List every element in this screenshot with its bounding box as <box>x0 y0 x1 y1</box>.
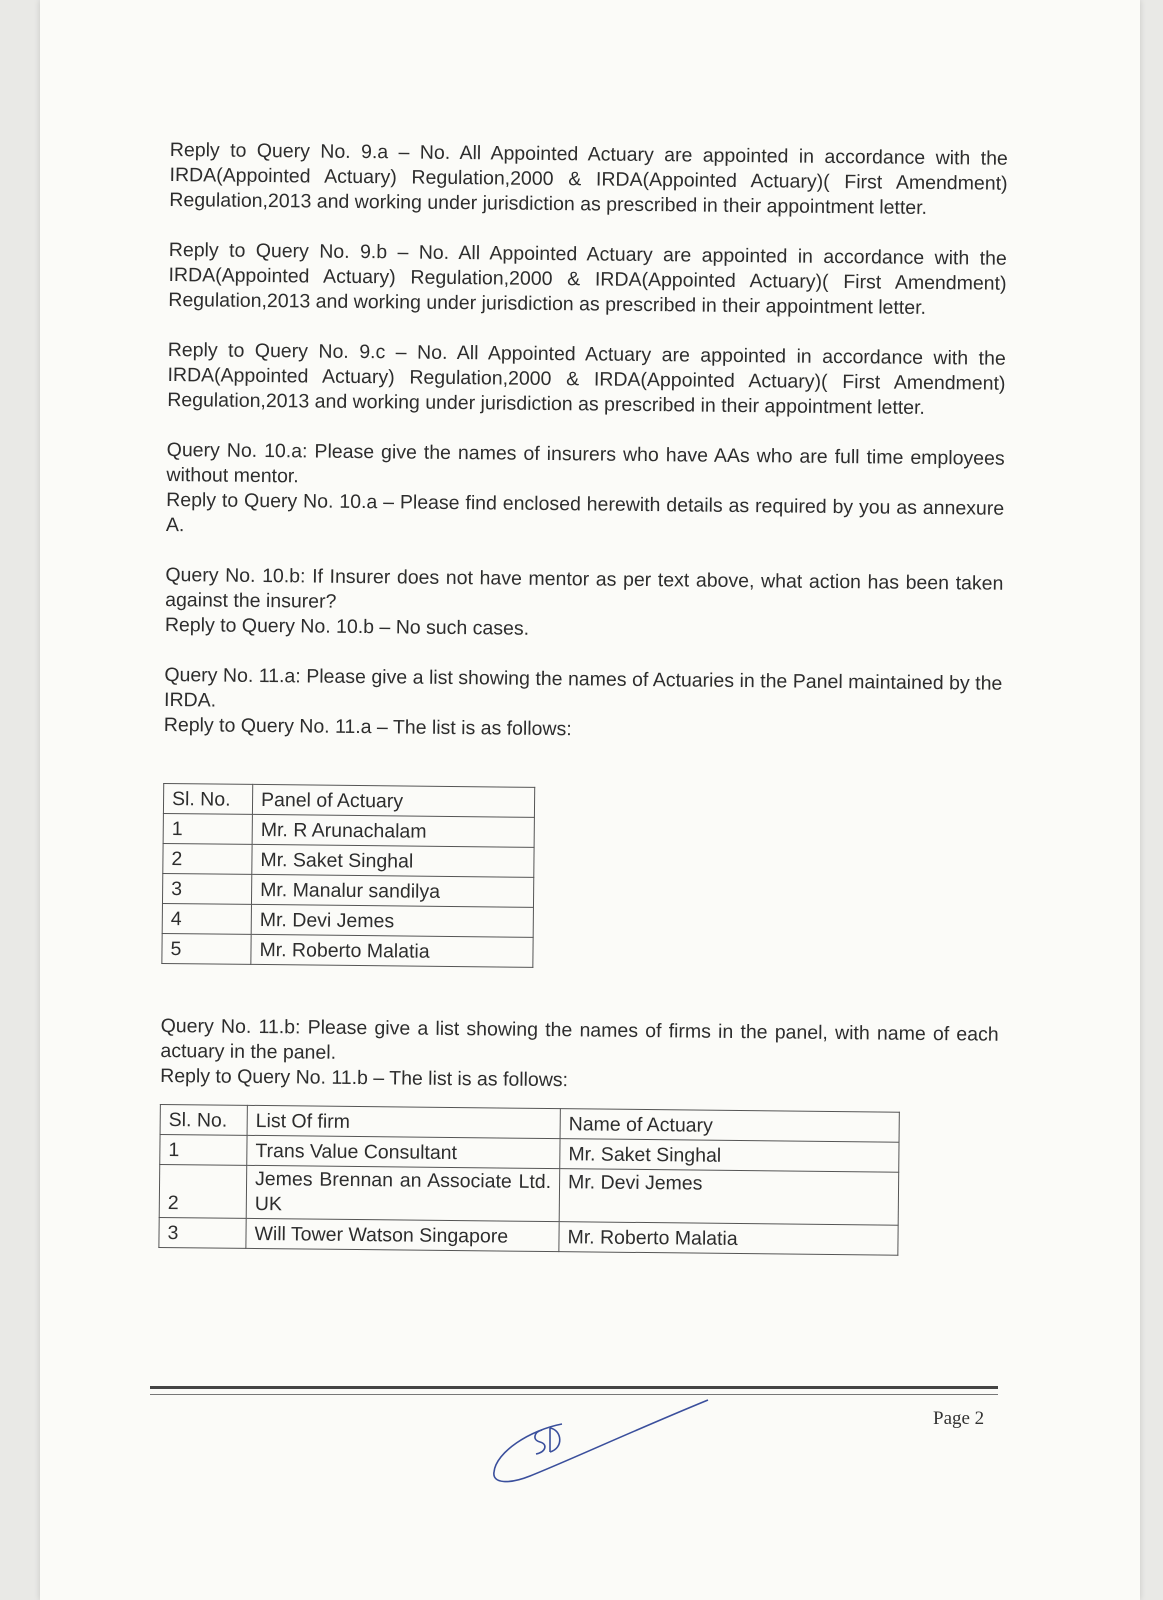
table-cell: 2 <box>163 843 252 874</box>
query-11a-block <box>164 663 1003 747</box>
table-row <box>162 903 533 937</box>
table-cell: Mr. Manalur sandilya <box>251 874 533 907</box>
actuary-panel-table <box>161 783 535 968</box>
document-body <box>158 138 1008 1257</box>
table-header-cell: Name of Actuary <box>560 1109 899 1143</box>
table-header-cell: Sl. No. <box>160 1104 247 1135</box>
reply-11b-text: Reply to Query No. 11.b – The list is as follows: <box>160 1064 569 1092</box>
table-row <box>159 1164 899 1225</box>
table-cell: 3 <box>162 873 251 904</box>
reply-9c <box>167 338 1006 422</box>
table-cell: Mr. Devi Jemes <box>559 1169 899 1226</box>
signature-icon <box>490 1392 720 1492</box>
table-cell: Trans Value Consultant <box>247 1135 560 1168</box>
reply-9a-text: Reply to Query No. 9.a – No. All Appointed Actuary are appointed in accordance with the IRDA(Appointed Actuary) Regulation,2000 & IRDA(Appointed Actuary)( First Amendment) Regulation,2013 and working under jurisdiction as prescribed in their appointment letter. <box>169 138 1008 219</box>
reply-9b <box>168 238 1007 322</box>
table-cell: Mr. Saket Singhal <box>252 844 534 877</box>
query-10a-block <box>166 438 1005 547</box>
table-cell: Mr. R Arunachalam <box>252 814 534 847</box>
query-10b-block <box>165 563 1004 647</box>
reply-11a-text: Reply to Query No. 11.a – The list is as follows: <box>163 713 572 741</box>
table-cell: 1 <box>163 813 252 844</box>
page-number: Page 2 <box>933 1408 985 1429</box>
table-cell: 2 <box>159 1164 247 1218</box>
table-row <box>159 1217 898 1255</box>
reply-9c-text: Reply to Query No. 9.c – No. All Appointed Actuary are appointed in accordance with the IRDA(Appointed Actuary) Regulation,2000 & IRDA(Appointed Actuary)( First Amendment) Regulation,2013 and working under jurisdiction as prescribed in their appointment letter. <box>167 338 1006 419</box>
query-11b-block <box>160 1014 999 1098</box>
table-cell: Mr. Saket Singhal <box>560 1139 899 1173</box>
table-row <box>162 873 533 907</box>
table-header-cell: Panel of Actuary <box>252 784 534 817</box>
table-cell: Mr. Roberto Malatia <box>251 934 533 967</box>
query-10b-text: Query No. 10.b: If Insurer does not have mentor as per text above, what action has been taken against the insurer? <box>165 563 1004 613</box>
query-11a-text: Query No. 11.a: Please give a list showing the names of Actuaries in the Panel maintained by the IRDA. <box>163 663 1003 712</box>
table-cell: Jemes Brennan an Associate Ltd. UK <box>246 1165 560 1221</box>
reply-10b-text: Reply to Query No. 10.b – No such cases. <box>164 613 530 640</box>
table-header-cell: List Of firm <box>247 1105 560 1138</box>
reply-9a <box>169 138 1008 222</box>
table-row <box>163 843 534 877</box>
table-cell: Will Tower Watson Singapore <box>246 1218 559 1251</box>
query-10a-text: Query No. 10.a: Please give the names of insurers who have AAs who are full time employees without mentor. <box>166 438 1005 488</box>
table-header-row <box>163 783 534 817</box>
table-cell: 4 <box>162 903 251 934</box>
reply-10a-text: Reply to Query No. 10.a – Please find enclosed herewith details as required by you as annexure A. <box>165 488 1005 537</box>
table-row <box>163 813 534 847</box>
table-cell: 3 <box>159 1217 246 1248</box>
table-header-cell: Sl. No. <box>163 783 252 814</box>
table-row <box>162 933 533 967</box>
query-11b-text: Query No. 11.b: Please give a list showing the names of firms in the panel, with name of each actuary in the panel. <box>160 1014 999 1064</box>
reply-9b-text: Reply to Query No. 9.b – No. All Appointed Actuary are appointed in accordance with the IRDA(Appointed Actuary) Regulation,2000 & IRDA(Appointed Actuary)( First Amendment) Regulation,2013 and working under jurisdiction as prescribed in their appointment letter. <box>168 238 1007 319</box>
table-cell: 1 <box>160 1134 247 1165</box>
document-page <box>40 0 1140 1600</box>
table-cell: Mr. Roberto Malatia <box>559 1222 898 1256</box>
table-cell: 5 <box>162 933 251 964</box>
table-cell: Mr. Devi Jemes <box>251 904 533 937</box>
firm-panel-table <box>158 1104 899 1256</box>
